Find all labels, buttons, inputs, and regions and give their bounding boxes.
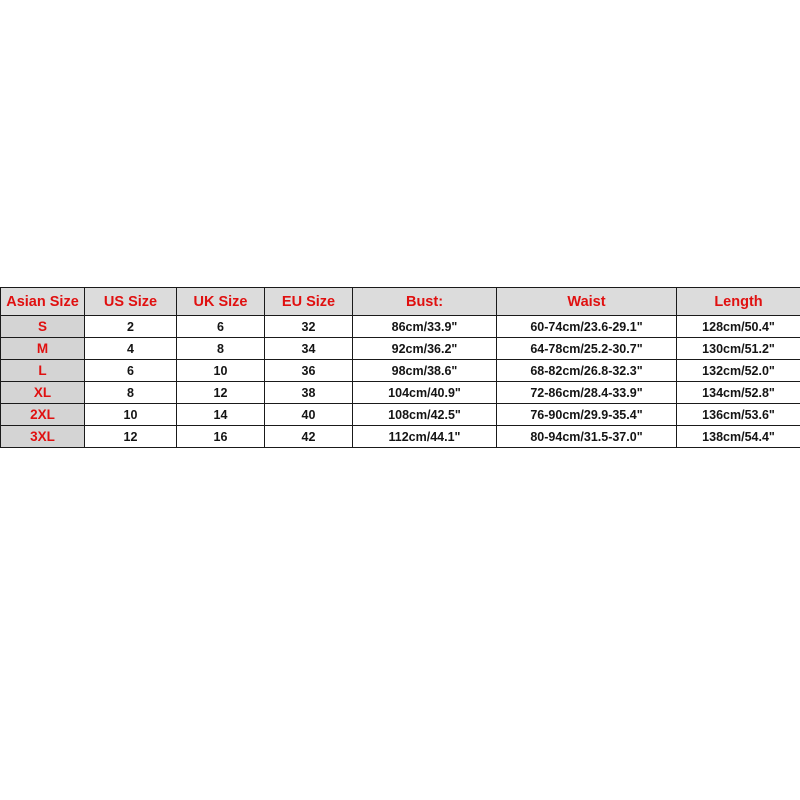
size-chart-table xyxy=(0,287,800,448)
cell-bust: 112cm/44.1" xyxy=(353,426,497,448)
table-row xyxy=(1,382,800,404)
cell-bust: 98cm/38.6" xyxy=(353,360,497,382)
cell-bust: 104cm/40.9" xyxy=(353,382,497,404)
cell-length: 128cm/50.4" xyxy=(677,316,800,338)
cell-bust: 86cm/33.9" xyxy=(353,316,497,338)
header-uk-size: UK Size xyxy=(177,288,265,316)
table-row xyxy=(1,316,800,338)
cell-us-size: 12 xyxy=(85,426,177,448)
header-bust: Bust: xyxy=(353,288,497,316)
cell-us-size: 8 xyxy=(85,382,177,404)
cell-asian-size: M xyxy=(1,338,85,360)
cell-uk-size: 14 xyxy=(177,404,265,426)
header-length: Length xyxy=(677,288,800,316)
cell-asian-size: L xyxy=(1,360,85,382)
table-row xyxy=(1,426,800,448)
size-chart-body xyxy=(1,316,800,448)
cell-asian-size: 3XL xyxy=(1,426,85,448)
cell-uk-size: 16 xyxy=(177,426,265,448)
cell-waist: 72-86cm/28.4-33.9" xyxy=(497,382,677,404)
cell-waist: 60-74cm/23.6-29.1" xyxy=(497,316,677,338)
cell-eu-size: 40 xyxy=(265,404,353,426)
cell-bust: 92cm/36.2" xyxy=(353,338,497,360)
cell-length: 136cm/53.6" xyxy=(677,404,800,426)
cell-length: 132cm/52.0" xyxy=(677,360,800,382)
table-row xyxy=(1,360,800,382)
cell-eu-size: 38 xyxy=(265,382,353,404)
header-asian-size: Asian Size xyxy=(1,288,85,316)
cell-waist: 68-82cm/26.8-32.3" xyxy=(497,360,677,382)
cell-eu-size: 34 xyxy=(265,338,353,360)
cell-asian-size: XL xyxy=(1,382,85,404)
cell-bust: 108cm/42.5" xyxy=(353,404,497,426)
cell-eu-size: 32 xyxy=(265,316,353,338)
header-us-size: US Size xyxy=(85,288,177,316)
cell-length: 138cm/54.4" xyxy=(677,426,800,448)
cell-us-size: 2 xyxy=(85,316,177,338)
header-eu-size: EU Size xyxy=(265,288,353,316)
cell-length: 134cm/52.8" xyxy=(677,382,800,404)
header-row xyxy=(1,288,800,316)
cell-eu-size: 36 xyxy=(265,360,353,382)
cell-waist: 80-94cm/31.5-37.0" xyxy=(497,426,677,448)
header-waist: Waist xyxy=(497,288,677,316)
cell-us-size: 6 xyxy=(85,360,177,382)
cell-waist: 64-78cm/25.2-30.7" xyxy=(497,338,677,360)
cell-us-size: 10 xyxy=(85,404,177,426)
cell-uk-size: 12 xyxy=(177,382,265,404)
table-row xyxy=(1,404,800,426)
cell-length: 130cm/51.2" xyxy=(677,338,800,360)
cell-uk-size: 6 xyxy=(177,316,265,338)
cell-eu-size: 42 xyxy=(265,426,353,448)
size-chart-header xyxy=(1,288,800,316)
table-row xyxy=(1,338,800,360)
cell-uk-size: 8 xyxy=(177,338,265,360)
cell-waist: 76-90cm/29.9-35.4" xyxy=(497,404,677,426)
cell-asian-size: 2XL xyxy=(1,404,85,426)
cell-us-size: 4 xyxy=(85,338,177,360)
cell-asian-size: S xyxy=(1,316,85,338)
cell-uk-size: 10 xyxy=(177,360,265,382)
